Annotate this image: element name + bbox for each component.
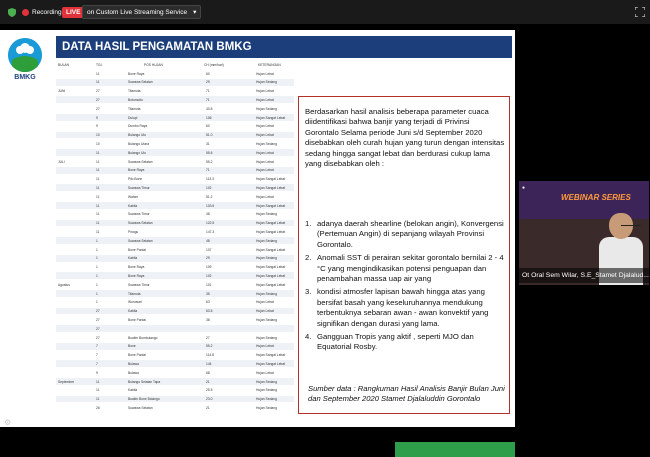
date-cell: 1 <box>96 238 98 243</box>
date-cell: 9 <box>96 124 98 129</box>
month-cell: JULI <box>58 159 65 164</box>
category-cell: Hujan Sangat Lebat <box>256 185 286 190</box>
category-cell: Hujan Sangat Lebat <box>256 247 286 252</box>
category-cell: Hujan Sangat Lebat <box>256 203 286 208</box>
table-row <box>56 343 294 350</box>
stream-service-label: on Custom Live Streaming Service <box>87 8 188 16</box>
rainfall-cell: 147.3 <box>206 229 215 234</box>
rainfall-cell: 25.5 <box>206 388 213 393</box>
chevron-down-icon: ▾ <box>193 9 197 16</box>
list-item: 3. kondisi atmosfer lapisan bawah hingga atas yang bersifat basah yang keseluruhannya mendukung terbentuknya sebaran awan - awan konvektif yang signifikan dengan durasi yang lama. <box>305 287 489 328</box>
rainfall-cell: 106 <box>206 115 212 120</box>
station-cell: Pinogu <box>128 229 139 234</box>
table-row <box>56 202 294 209</box>
table-row <box>56 220 294 227</box>
list-item: 2. Anomali SST di perairan sekitar gorontalo bernilai 2 - 4 °C yang mengindikasikan potensi penguapan dan penambahan massa uap air yang <box>305 253 504 284</box>
station-cell: Bone Pantai <box>128 247 146 252</box>
table-row <box>56 176 294 183</box>
table-row <box>56 255 294 262</box>
category-cell: Hujan Sangat Lebat <box>256 273 286 278</box>
category-cell: Hujan Lebat <box>256 168 274 173</box>
rainfall-cell: 35 <box>206 291 210 296</box>
table-row <box>56 396 294 403</box>
rainfall-cell: 109 <box>206 265 212 270</box>
table-row <box>56 88 294 95</box>
station-cell: Botumoito <box>128 97 143 102</box>
streaming-topbar <box>0 0 650 24</box>
bmkg-emblem-icon <box>8 38 42 72</box>
rainfall-cell: 55.2 <box>206 159 213 164</box>
station-cell: Bone Pantai <box>128 317 146 322</box>
table-header <box>56 60 294 70</box>
rainfall-cell: 38 <box>206 317 210 322</box>
table-row <box>56 308 294 315</box>
table-row <box>56 211 294 218</box>
table-row <box>56 360 294 367</box>
date-cell: 11 <box>96 397 100 402</box>
rainfall-cell: 63.5 <box>206 309 213 314</box>
date-cell: 27 <box>96 309 100 314</box>
table-row <box>56 167 294 174</box>
date-cell: 11 <box>96 168 100 173</box>
rainfall-cell: 48 <box>206 212 210 217</box>
station-cell: Kabila <box>128 388 138 393</box>
rainfall-cell: 114.8 <box>206 353 215 358</box>
table-row <box>56 114 294 121</box>
station-cell: Bone Pantai <box>128 353 146 358</box>
station-cell: Suwawa Selatan <box>128 405 153 410</box>
month-cell: Agustus <box>58 282 70 287</box>
station-cell: Suwawa Selatan <box>128 238 153 243</box>
rainfall-cell: 21 <box>206 405 210 410</box>
analysis-paragraph: Berdasarkan hasil analisis beberapa parameter cuaca diidentifikasi bahwa banjir yang terjadi di Privinsi Gorontalo Selama periode Juni s/d September 2020 disebabkan oleh curah hujan yang turun dengan intensitas sedang hingga sangat lebat dan berdurasi cukup lama yang disebabkan oleh : <box>305 107 505 169</box>
table-row <box>56 281 294 288</box>
bmkg-logo <box>6 38 44 81</box>
cause-list <box>305 219 505 356</box>
rainfall-cell: 144 <box>206 361 212 366</box>
category-cell: Hujan Sedang <box>256 405 277 410</box>
station-cell: Tilamuta <box>128 89 141 94</box>
list-item: 1. adanya daerah shearline (belokan angin), Konvergensi (Pertemuan Angin) di sepanjang wilayah Provinsi Gorontalo. <box>305 219 504 249</box>
table-row <box>56 290 294 297</box>
table-row <box>56 158 294 165</box>
station-cell: Wonosari <box>128 300 142 305</box>
date-cell: 10 <box>96 133 100 138</box>
rainfall-cell: 51.2 <box>206 194 213 199</box>
station-cell: Suwawa Selatan <box>128 159 153 164</box>
station-cell: Bualim Bone Bolango <box>128 397 160 402</box>
station-cell: Kabila <box>128 203 138 208</box>
date-cell: 1 <box>96 300 98 305</box>
rainfall-cell: 102 <box>206 273 212 278</box>
category-cell: Hujan Lebat <box>256 89 274 94</box>
month-cell: JUNI <box>58 89 66 94</box>
station-cell: Bualim Bumbulango <box>128 335 158 340</box>
category-cell: Hujan Lebat <box>256 150 274 155</box>
table-row <box>56 299 294 306</box>
table-row <box>56 228 294 235</box>
category-cell: Hujan Sedang <box>256 80 277 85</box>
station-cell: Bulango Ulu <box>128 150 146 155</box>
table-row <box>56 140 294 147</box>
date-cell: 27 <box>96 89 100 94</box>
category-cell: Hujan Sedang <box>256 379 277 384</box>
category-cell: Hujan Sedang <box>256 291 277 296</box>
category-cell: Hujan Lebat <box>256 344 274 349</box>
table-row <box>56 193 294 200</box>
category-cell: Hujan Lebat <box>256 300 274 305</box>
station-cell: Bone Raya <box>128 265 145 270</box>
date-cell: 11 <box>96 185 100 190</box>
list-item: 4. Gangguan Tropis yang aktif , seperti MJO dan Equatorial Rosby. <box>305 332 474 352</box>
category-cell: Hujan Sangat Lebat <box>256 177 286 182</box>
date-cell: 11 <box>96 80 100 85</box>
table-row <box>56 70 294 77</box>
category-cell: Hujan Lebat <box>256 370 274 375</box>
rainfall-cell: 71 <box>206 97 210 102</box>
category-cell: Hujan Sedang <box>256 212 277 217</box>
table-row <box>56 378 294 385</box>
rainfall-cell: 29 <box>206 80 210 85</box>
category-cell: Hujan Lebat <box>256 71 274 76</box>
rainfall-cell: 23.0 <box>206 397 213 402</box>
rainfall-cell: 113.3 <box>206 177 215 182</box>
th-keterangan: KETERANGAN <box>258 63 281 67</box>
station-cell: Suwawa Timur <box>128 282 150 287</box>
stream-service-dropdown[interactable] <box>82 0 201 24</box>
station-cell: Bone Raya <box>128 71 145 76</box>
date-cell: 1 <box>96 273 98 278</box>
shared-slide <box>0 30 515 427</box>
category-cell: Hujan Lebat <box>256 309 274 314</box>
station-cell: Bulango Ulu <box>128 133 146 138</box>
station-cell: Bulango Selatan Tapa <box>128 379 161 384</box>
rainfall-cell: 60 <box>206 71 210 76</box>
category-cell: Hujan Lebat <box>256 97 274 102</box>
station-cell: Suwawa Timur <box>128 212 150 217</box>
category-cell: Hujan Sedang <box>256 388 277 393</box>
table-row <box>56 404 294 411</box>
category-cell: Hujan Sangat Lebat <box>256 353 286 358</box>
th-pos: POS HUJAN <box>144 63 163 67</box>
th-bulan: BULAN <box>58 63 69 67</box>
category-cell: Hujan Lebat <box>256 194 274 199</box>
slide-title: DATA HASIL PENGAMATAN BMKG <box>56 36 512 58</box>
table-row <box>56 325 294 332</box>
station-cell: Tilamuta <box>128 291 141 296</box>
table-row <box>56 246 294 253</box>
category-cell: Hujan Lebat <box>256 159 274 164</box>
th-ch: CH (mm/hari) <box>204 63 224 67</box>
station-cell: Bulango Utara <box>128 141 150 146</box>
microphone-icon: ● <box>522 185 526 191</box>
category-cell: Hujan Sedang <box>256 141 277 146</box>
category-cell: Hujan Sedang <box>256 238 277 243</box>
rainfall-cell: 68 <box>206 370 210 375</box>
category-cell: Hujan Sangat Lebat <box>256 265 286 270</box>
category-cell: Hujan Lebat <box>256 133 274 138</box>
table-row <box>56 272 294 279</box>
station-cell: Kabila <box>128 309 138 314</box>
category-cell: Hujan Lebat <box>256 124 274 129</box>
table-row <box>56 352 294 359</box>
rainfall-cell: 27 <box>206 335 210 340</box>
station-cell: Bone <box>128 344 136 349</box>
station-cell: Suwawa Selatan <box>128 221 153 226</box>
date-cell: 1 <box>96 247 98 252</box>
category-cell: Hujan Sangat Lebat <box>256 282 286 287</box>
live-badge: LIVE <box>62 7 84 18</box>
th-tgl: TGL <box>96 63 103 67</box>
date-cell: 11 <box>96 379 100 384</box>
rainfall-cell: 102 <box>206 185 212 190</box>
month-cell: September <box>58 379 75 384</box>
rainfall-cell: 71 <box>206 168 210 173</box>
rainfall-cell: 55.6 <box>206 150 213 155</box>
station-cell: Bulawa <box>128 361 139 366</box>
fullscreen-icon[interactable] <box>635 0 645 24</box>
date-cell: 11 <box>96 203 100 208</box>
date-cell: 7 <box>96 344 98 349</box>
category-cell: Hujan Sedang <box>256 256 277 261</box>
date-cell: 11 <box>96 194 100 199</box>
rainfall-table <box>56 60 294 422</box>
rainfall-cell: 48 <box>206 238 210 243</box>
date-cell: 1 <box>96 282 98 287</box>
category-cell: Hujan Sedang <box>256 397 277 402</box>
webinar-series-label: WEBINAR SERIES <box>561 193 631 202</box>
rainfall-cell: 103.5 <box>206 203 215 208</box>
rainfall-cell: 122.5 <box>206 221 215 226</box>
table-row <box>56 184 294 191</box>
date-cell: 26 <box>96 405 100 410</box>
station-cell: Kabila <box>128 256 138 261</box>
date-cell: 11 <box>96 212 100 217</box>
date-cell: 11 <box>96 150 100 155</box>
table-row <box>56 132 294 139</box>
rainfall-cell: 107 <box>206 247 212 252</box>
table-row <box>56 387 294 394</box>
category-cell: Hujan Sangat Lebat <box>256 229 286 234</box>
category-cell: Hujan Sangat Lebat <box>256 115 286 120</box>
station-cell: Wahim <box>128 194 139 199</box>
rainfall-cell: 55.2 <box>206 344 213 349</box>
table-row <box>56 237 294 244</box>
station-cell: Bone Raya <box>128 168 145 173</box>
date-cell: 11 <box>96 159 100 164</box>
source-caption: Sumber data : Rangkuman Hasil Analisis Banjir Bulan Juni dan September 2020 Stamet Djalaluddin Gorontalo <box>308 384 505 403</box>
table-row <box>56 264 294 271</box>
date-cell: 27 <box>96 335 100 340</box>
date-cell: 9 <box>96 115 98 120</box>
rainfall-cell: 29 <box>206 256 210 261</box>
date-cell: 11 <box>96 177 100 182</box>
date-cell: 11 <box>96 229 100 234</box>
table-row <box>56 369 294 376</box>
rainfall-cell: 60 <box>206 124 210 129</box>
table-row <box>56 334 294 341</box>
station-cell: Pilo Bone <box>128 177 143 182</box>
rainfall-cell: 21 <box>206 379 210 384</box>
station-cell: Tilamuta <box>128 106 141 111</box>
rainfall-cell: 71 <box>206 89 210 94</box>
settings-icon[interactable]: ⚙ <box>4 418 12 427</box>
category-cell: Hujan Sedang <box>256 106 277 111</box>
date-cell: 27 <box>96 97 100 102</box>
recording-label: Recording <box>32 8 62 16</box>
station-cell: Dulupi <box>128 115 138 120</box>
date-cell: 1 <box>96 291 98 296</box>
table-row <box>56 149 294 156</box>
station-cell: Bulawa <box>128 370 139 375</box>
date-cell: 1 <box>96 256 98 261</box>
date-cell: 7 <box>96 353 98 358</box>
station-cell: Dumbo Raya <box>128 124 148 129</box>
table-row <box>56 96 294 103</box>
table-row <box>56 316 294 323</box>
date-cell: 10 <box>96 141 100 146</box>
slide-footer-bar <box>395 442 515 457</box>
rainfall-cell: 31 <box>206 141 210 146</box>
rainfall-cell: 51.0 <box>206 133 213 138</box>
record-dot-icon <box>22 9 29 16</box>
rainfall-cell: 63 <box>206 300 210 305</box>
table-row <box>56 79 294 86</box>
rainfall-cell: 101 <box>206 282 212 287</box>
category-cell: Hujan Sangat Lebat <box>256 361 286 366</box>
shield-icon <box>8 0 16 24</box>
category-cell: Hujan Sangat Lebat <box>256 221 286 226</box>
date-cell: 9 <box>96 370 98 375</box>
station-cell: Bone Raya <box>128 273 145 278</box>
category-cell: Hujan Sedang <box>256 335 277 340</box>
station-cell: Suwawa Selatan <box>128 80 153 85</box>
analysis-textbox <box>298 96 510 414</box>
date-cell: 27 <box>96 317 100 322</box>
table-row <box>56 105 294 112</box>
date-cell: 27 <box>96 106 100 111</box>
date-cell: 27 <box>96 326 100 331</box>
category-cell: Hujan Sedang <box>256 317 277 322</box>
recording-indicator[interactable] <box>22 0 62 24</box>
date-cell: 11 <box>96 71 100 76</box>
date-cell: 1 <box>96 265 98 270</box>
date-cell: 7 <box>96 361 98 366</box>
rainfall-cell: 40.8 <box>206 106 213 111</box>
date-cell: 11 <box>96 388 100 393</box>
table-row <box>56 123 294 130</box>
station-cell: Suwawa Timur <box>128 185 150 190</box>
participant-name: Ot Oral Sem Wilar, S.E_Stamet Djalalud... <box>519 268 649 283</box>
logo-text: BMKG <box>14 74 36 81</box>
date-cell: 11 <box>96 221 100 226</box>
